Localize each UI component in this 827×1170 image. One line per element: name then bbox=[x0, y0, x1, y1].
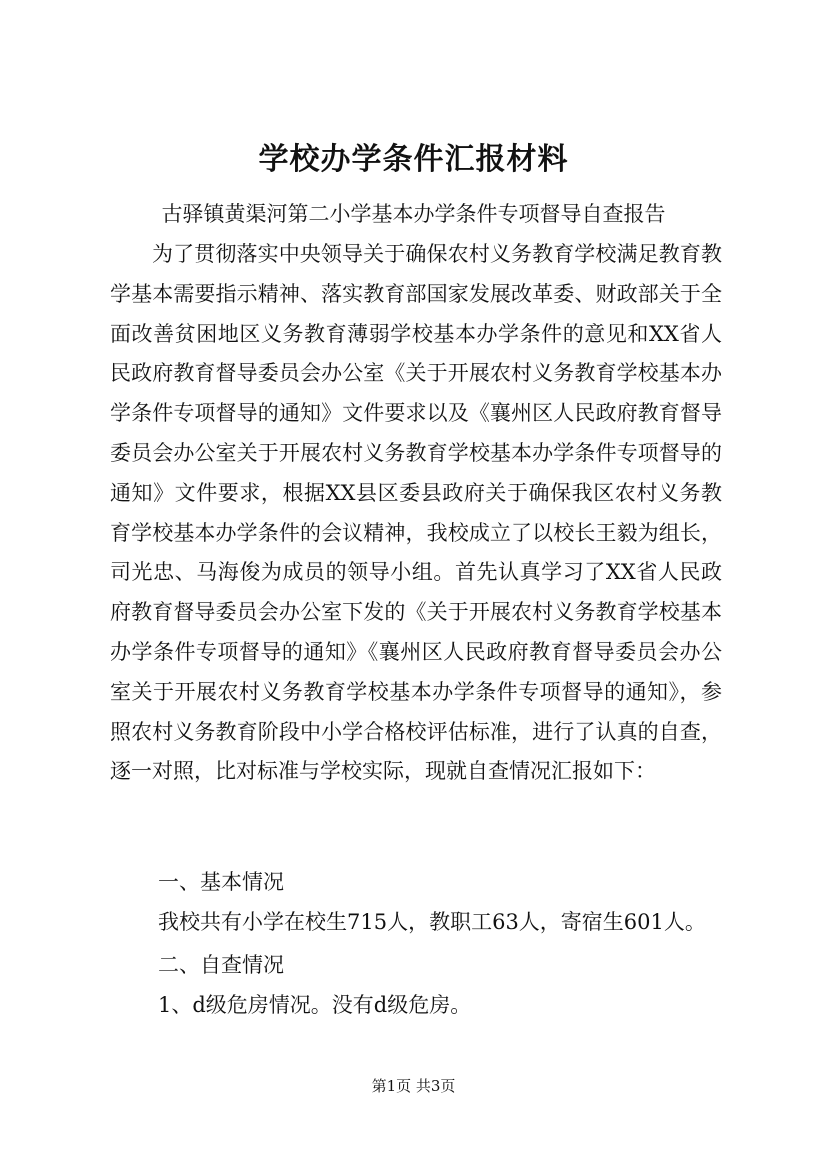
basic-info-paragraph: 我校共有小学在校生715人，教职工63人，寄宿生601人。 bbox=[158, 910, 706, 934]
intro-paragraph: 为了贯彻落实中央领导关于确保农村义务教育学校满足教育教学基本需要指示精神、落实教育部国家发展改革委、财政部关于全面改善贫困地区义务教育薄弱学校基本办学条件的意见和XX省人民政府教育督导委员会办公室《关于开展农村义务教育学校基本办学条件专项督导的通知》文件要求以及《襄州区人民政府教育督导委员会办公室关于开展农村义务教育学校基本办学条件专项督导的通知》文件要求，根据XX县区委县政府关于确保我区农村义务教育学校基本办学条件的会议精神，我校成立了以校长王毅为组长，司光忠、马海俊为成员的领导小组。首先认真学习了XX省人民政府教育督导委员会办公室下发的《关于开展农村义务教育学校基本办学条件专项督导的通知》《襄州区人民政府教育督导委员会办公室关于开展农村义务教育学校基本办学条件专项督导的通知》，参照农村义务教育阶段中小学合格校评估标准，进行了认真的自查，逐一对照，比对标准与学校实际，现就自查情况汇报如下： bbox=[110, 242, 722, 784]
section-heading-self-check: 二、自查情况 bbox=[158, 953, 284, 977]
self-check-paragraph: 1、d级危房情况。没有d级危房。 bbox=[158, 993, 472, 1017]
document-title: 学校办学条件汇报材料 bbox=[258, 142, 569, 177]
section-heading-basic-info: 一、基本情况 bbox=[158, 870, 284, 894]
page-footer: 第1页 共3页 bbox=[371, 1077, 456, 1095]
document-subtitle: 古驿镇黄渠河第二小学基本办学条件专项督导自查报告 bbox=[161, 202, 666, 226]
